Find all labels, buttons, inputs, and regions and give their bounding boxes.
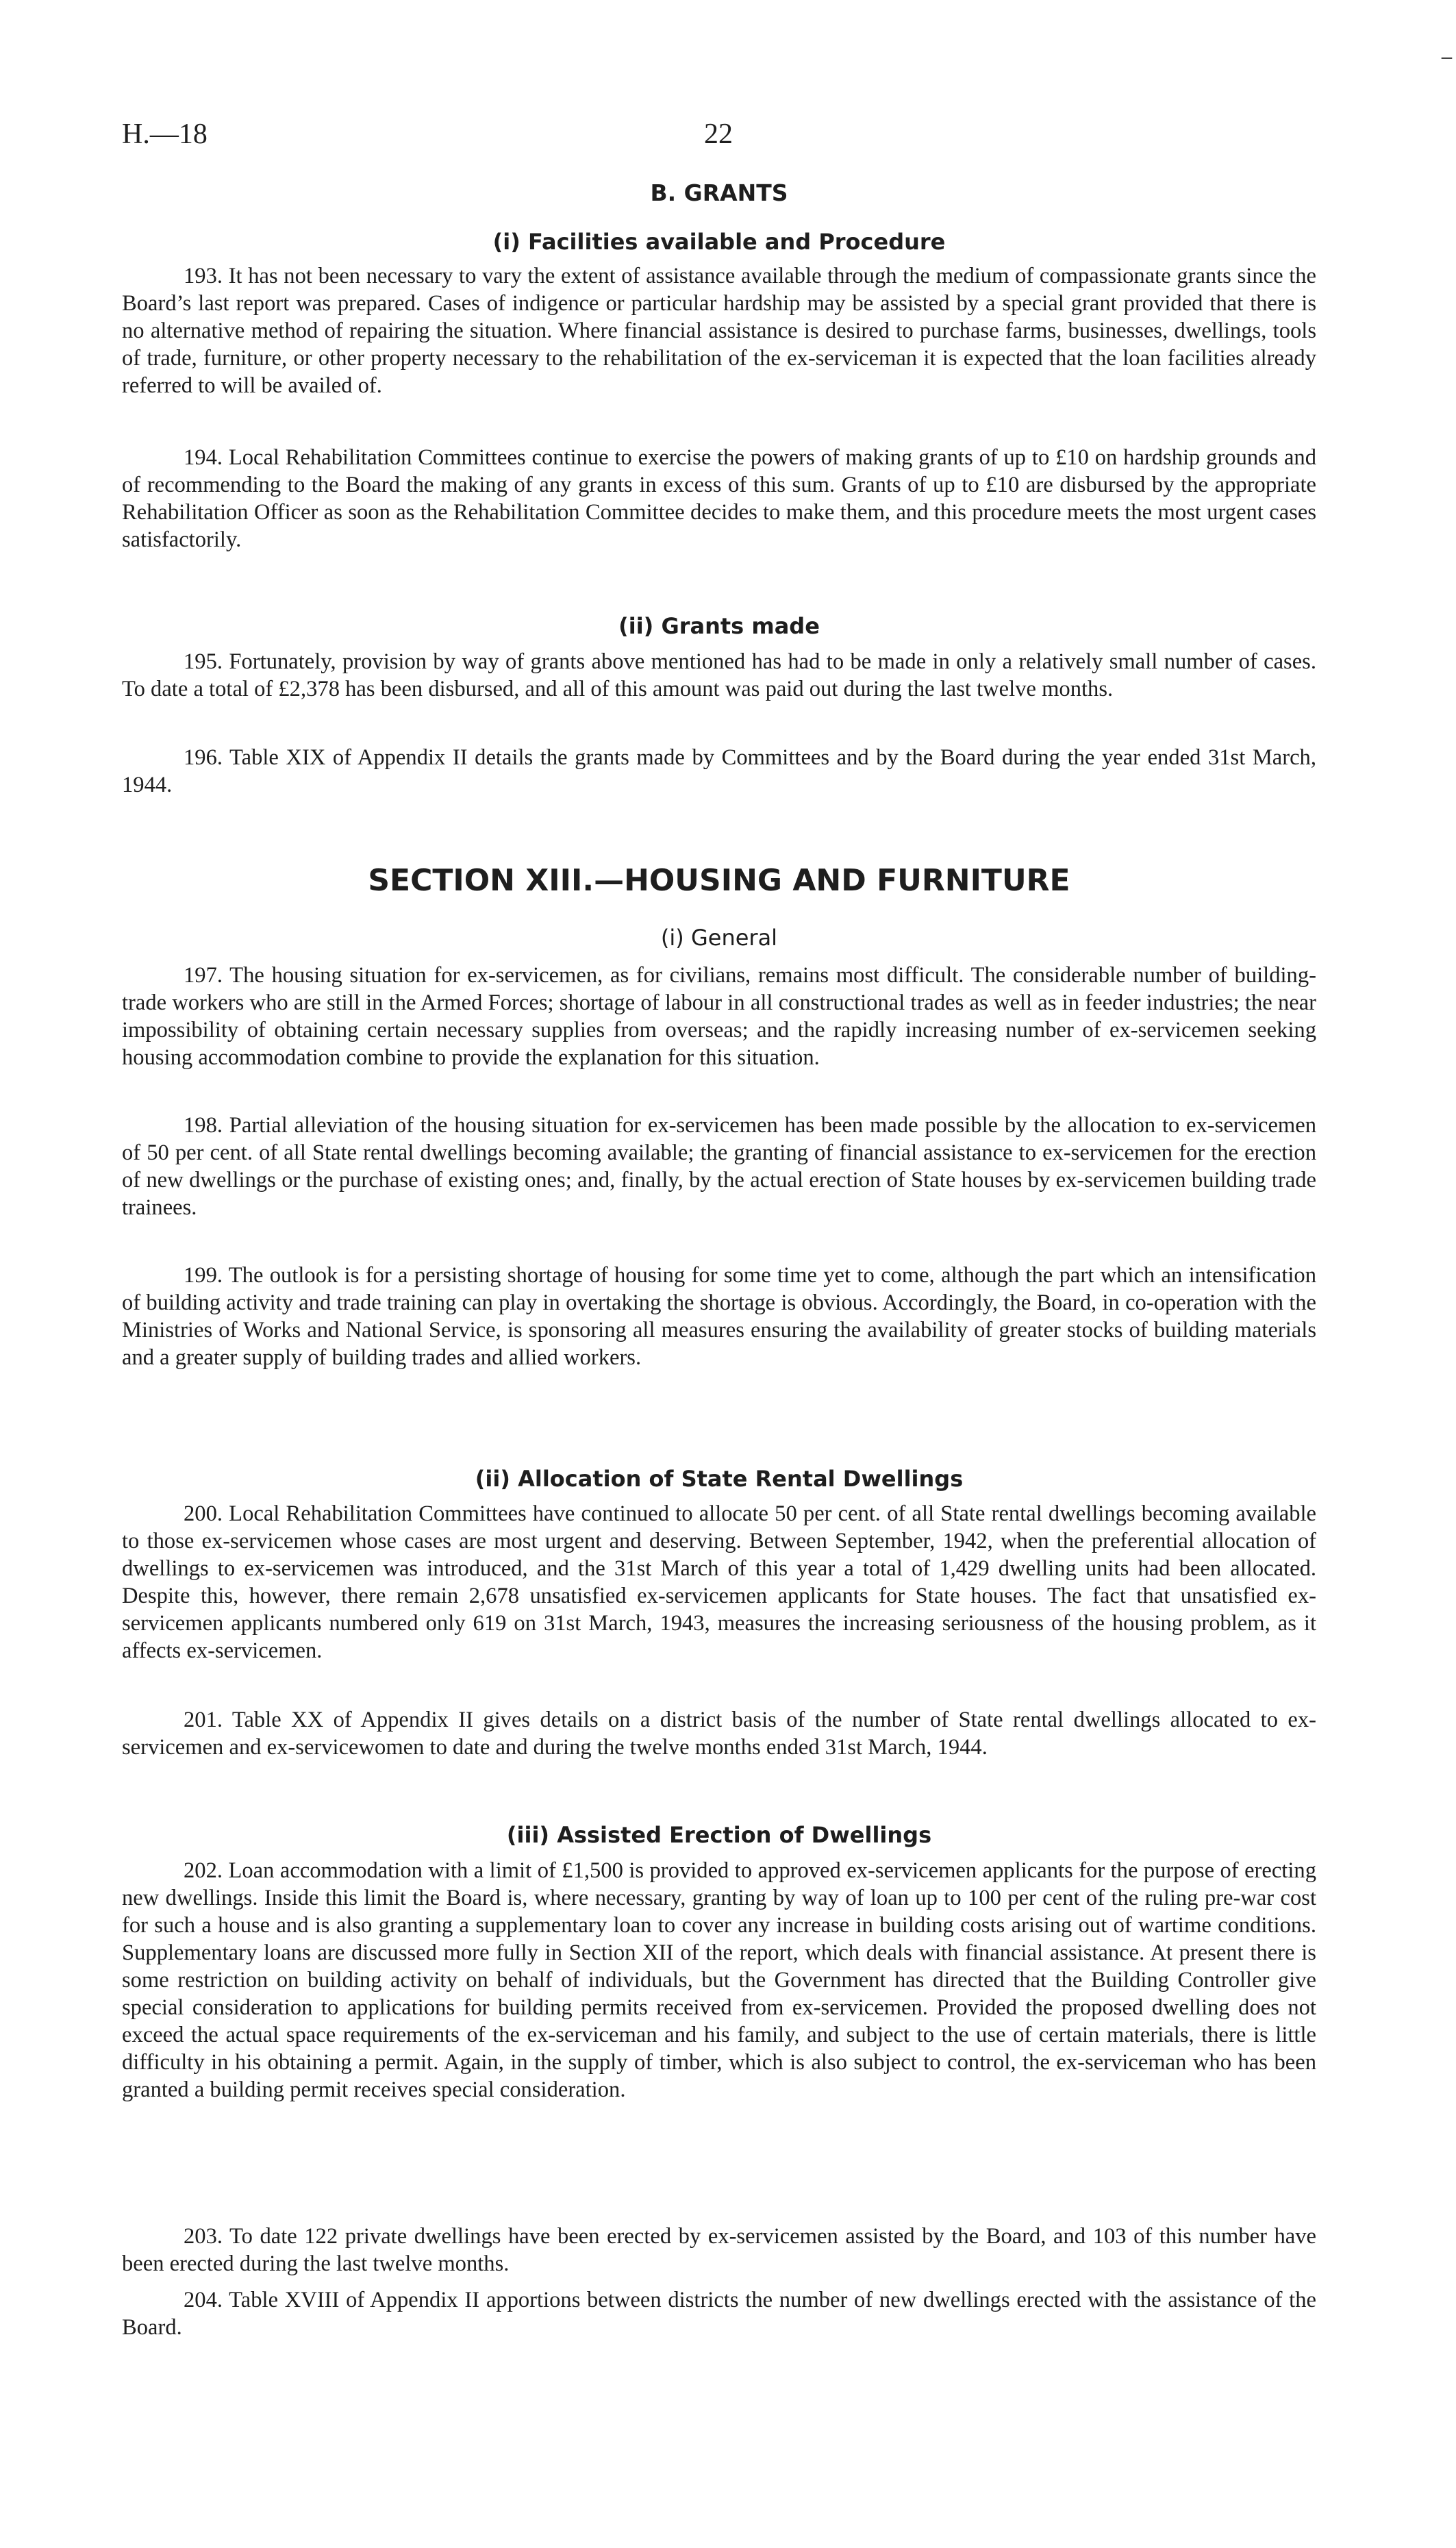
subheading-general: (i) General (660, 925, 778, 951)
paragraph-202: 202. Loan accommodation with a limit of £1,500 is provided to approved ex-servicemen applicants for the purpose of erecting new dwellings. Inside this limit the Board is, where necessary, granting by way of loan up to 100 per cent of the ruling pre-war cost for such a house and is also granting a supplementary loan to cover any increase in building costs arising out of wartime conditions. Supplementary loans are discussed more fully in Section XII of the report, which deals with financial assistance. At present there is some restriction on building activity on behalf of individuals, but the Government has directed that the Building Controller give special consideration to applications for building permits received from ex-servicemen. Provided the proposed dwelling does not exceed the actual space requirements of the ex-serviceman and his family, and subject to the use of certain materials, there is little difficulty in his obtaining a permit. Again, in the supply of timber, which is also subject to control, the ex-serviceman who has been granted a building permit receives special consideration. (122, 1858, 1316, 2102)
page-number: 22 (704, 118, 733, 150)
paragraph-194: 194. Local Rehabilitation Committees continue to exercise the powers of making grants of up to £10 on hardship grounds and of recommending to the Board the making of any grants in excess of this sum. Grants of up to £10 are disbursed by the appropriate Rehabilitation Officer as soon as the Rehabilitation Committee decides to make them, and this procedure meets the most urgent cases satisfactorily. (122, 445, 1316, 552)
subheading-allocation: (ii) Allocation of State Rental Dwellings (475, 1466, 964, 1492)
paragraph-197: 197. The housing situation for ex-servicemen, as for civilians, remains most difficult. The considerable number of building-trade workers who are still in the Armed Forces; shortage of labour in all constructional trades as well as in feeder industries; the near impossibility of obtaining certain necessary supplies from overseas; and the rapidly increasing number of ex-servicemen seeking housing accommodation combine to provide the explanation for this situation. (122, 963, 1316, 1070)
paragraph-200: 200. Local Rehabilitation Committees have continued to allocate 50 per cent. of all State rental dwellings becoming available to those ex-servicemen whose cases are most urgent and deserving. Between September, 1942, when the preferential allocation of dwellings to ex-servicemen was introduced, and the 31st March of this year a total of 1,429 dwelling units had been allocated. Despite this, however, there remain 2,678 unsatisfied ex-servicemen applicants for State houses. The fact that unsatisfied ex-servicemen applicants numbered only 619 on 31st March, 1943, measures the increasing seriousness of the housing problem, as it affects ex-servicemen. (122, 1501, 1316, 1663)
subheading-assisted-erection: (iii) Assisted Erection of Dwellings (506, 1822, 932, 1848)
paragraph-198: 198. Partial alleviation of the housing situation for ex-servicemen has been made possible by the allocation to ex-servicemen of 50 per cent. of all State rental dwellings becoming available; the granting of financial assistance to ex-servicemen for the erection of new dwellings or the purchase of existing ones; and, finally, by the actual erection of State houses by ex-servicemen building trade trainees. (122, 1113, 1316, 1220)
subheading-facilities: (i) Facilities available and Procedure (492, 229, 946, 255)
subheading-grants-made: (ii) Grants made (618, 613, 820, 639)
paragraph-203: 203. To date 122 private dwellings have been erected by ex-servicemen assisted by the Board, and 103 of this number have been erected during the last twelve months. (122, 2224, 1316, 2276)
paragraph-193: 193. It has not been necessary to vary the extent of assistance available through the medium of compassionate grants since the Board’s last report was prepared. Cases of indigence or particular hardship may be assisted by a special grant provided that there is no alternative method of repairing the situation. Where financial assistance is desired to purchase farms, businesses, dwellings, tools of trade, furniture, or other property necessary to the rehabilitation of the ex-serviceman it is expected that the loan facilities already referred to will be availed of. (122, 264, 1316, 398)
paragraph-196: 196. Table XIX of Appendix II details the grants made by Committees and by the Board during the year ended 31st March, 1944. (122, 745, 1316, 797)
document-reference: H.—18 (122, 118, 208, 150)
paragraph-195: 195. Fortunately, provision by way of grants above mentioned has had to be made in only a relatively small number of cases. To date a total of £2,378 has been disbursed, and all of this amount was paid out during the last twelve months. (122, 649, 1316, 701)
section-b-title: B. GRANTS (650, 179, 788, 206)
paragraph-199: 199. The outlook is for a persisting shortage of housing for some time yet to come, although the part which an intensification of building activity and trade training can play in overtaking the shortage is obvious. Accordingly, the Board, in co-operation with the Ministries of Works and National Service, is sponsoring all measures ensuring the availability of greater stocks of building materials and a greater supply of building trades and allied workers. (122, 1263, 1316, 1370)
paragraph-204: 204. Table XVIII of Appendix II apportions between districts the number of new dwellings erected with the assistance of the Board. (122, 2288, 1316, 2340)
corner-mark: _ (1442, 36, 1452, 60)
section-xiii-title: SECTION XIII.—HOUSING AND FURNITURE (368, 863, 1070, 898)
paragraph-201: 201. Table XX of Appendix II gives details on a district basis of the number of State rental dwellings allocated to ex-servicemen and ex-servicewomen to date and during the twelve months ended 31st March, 1944. (122, 1708, 1316, 1760)
